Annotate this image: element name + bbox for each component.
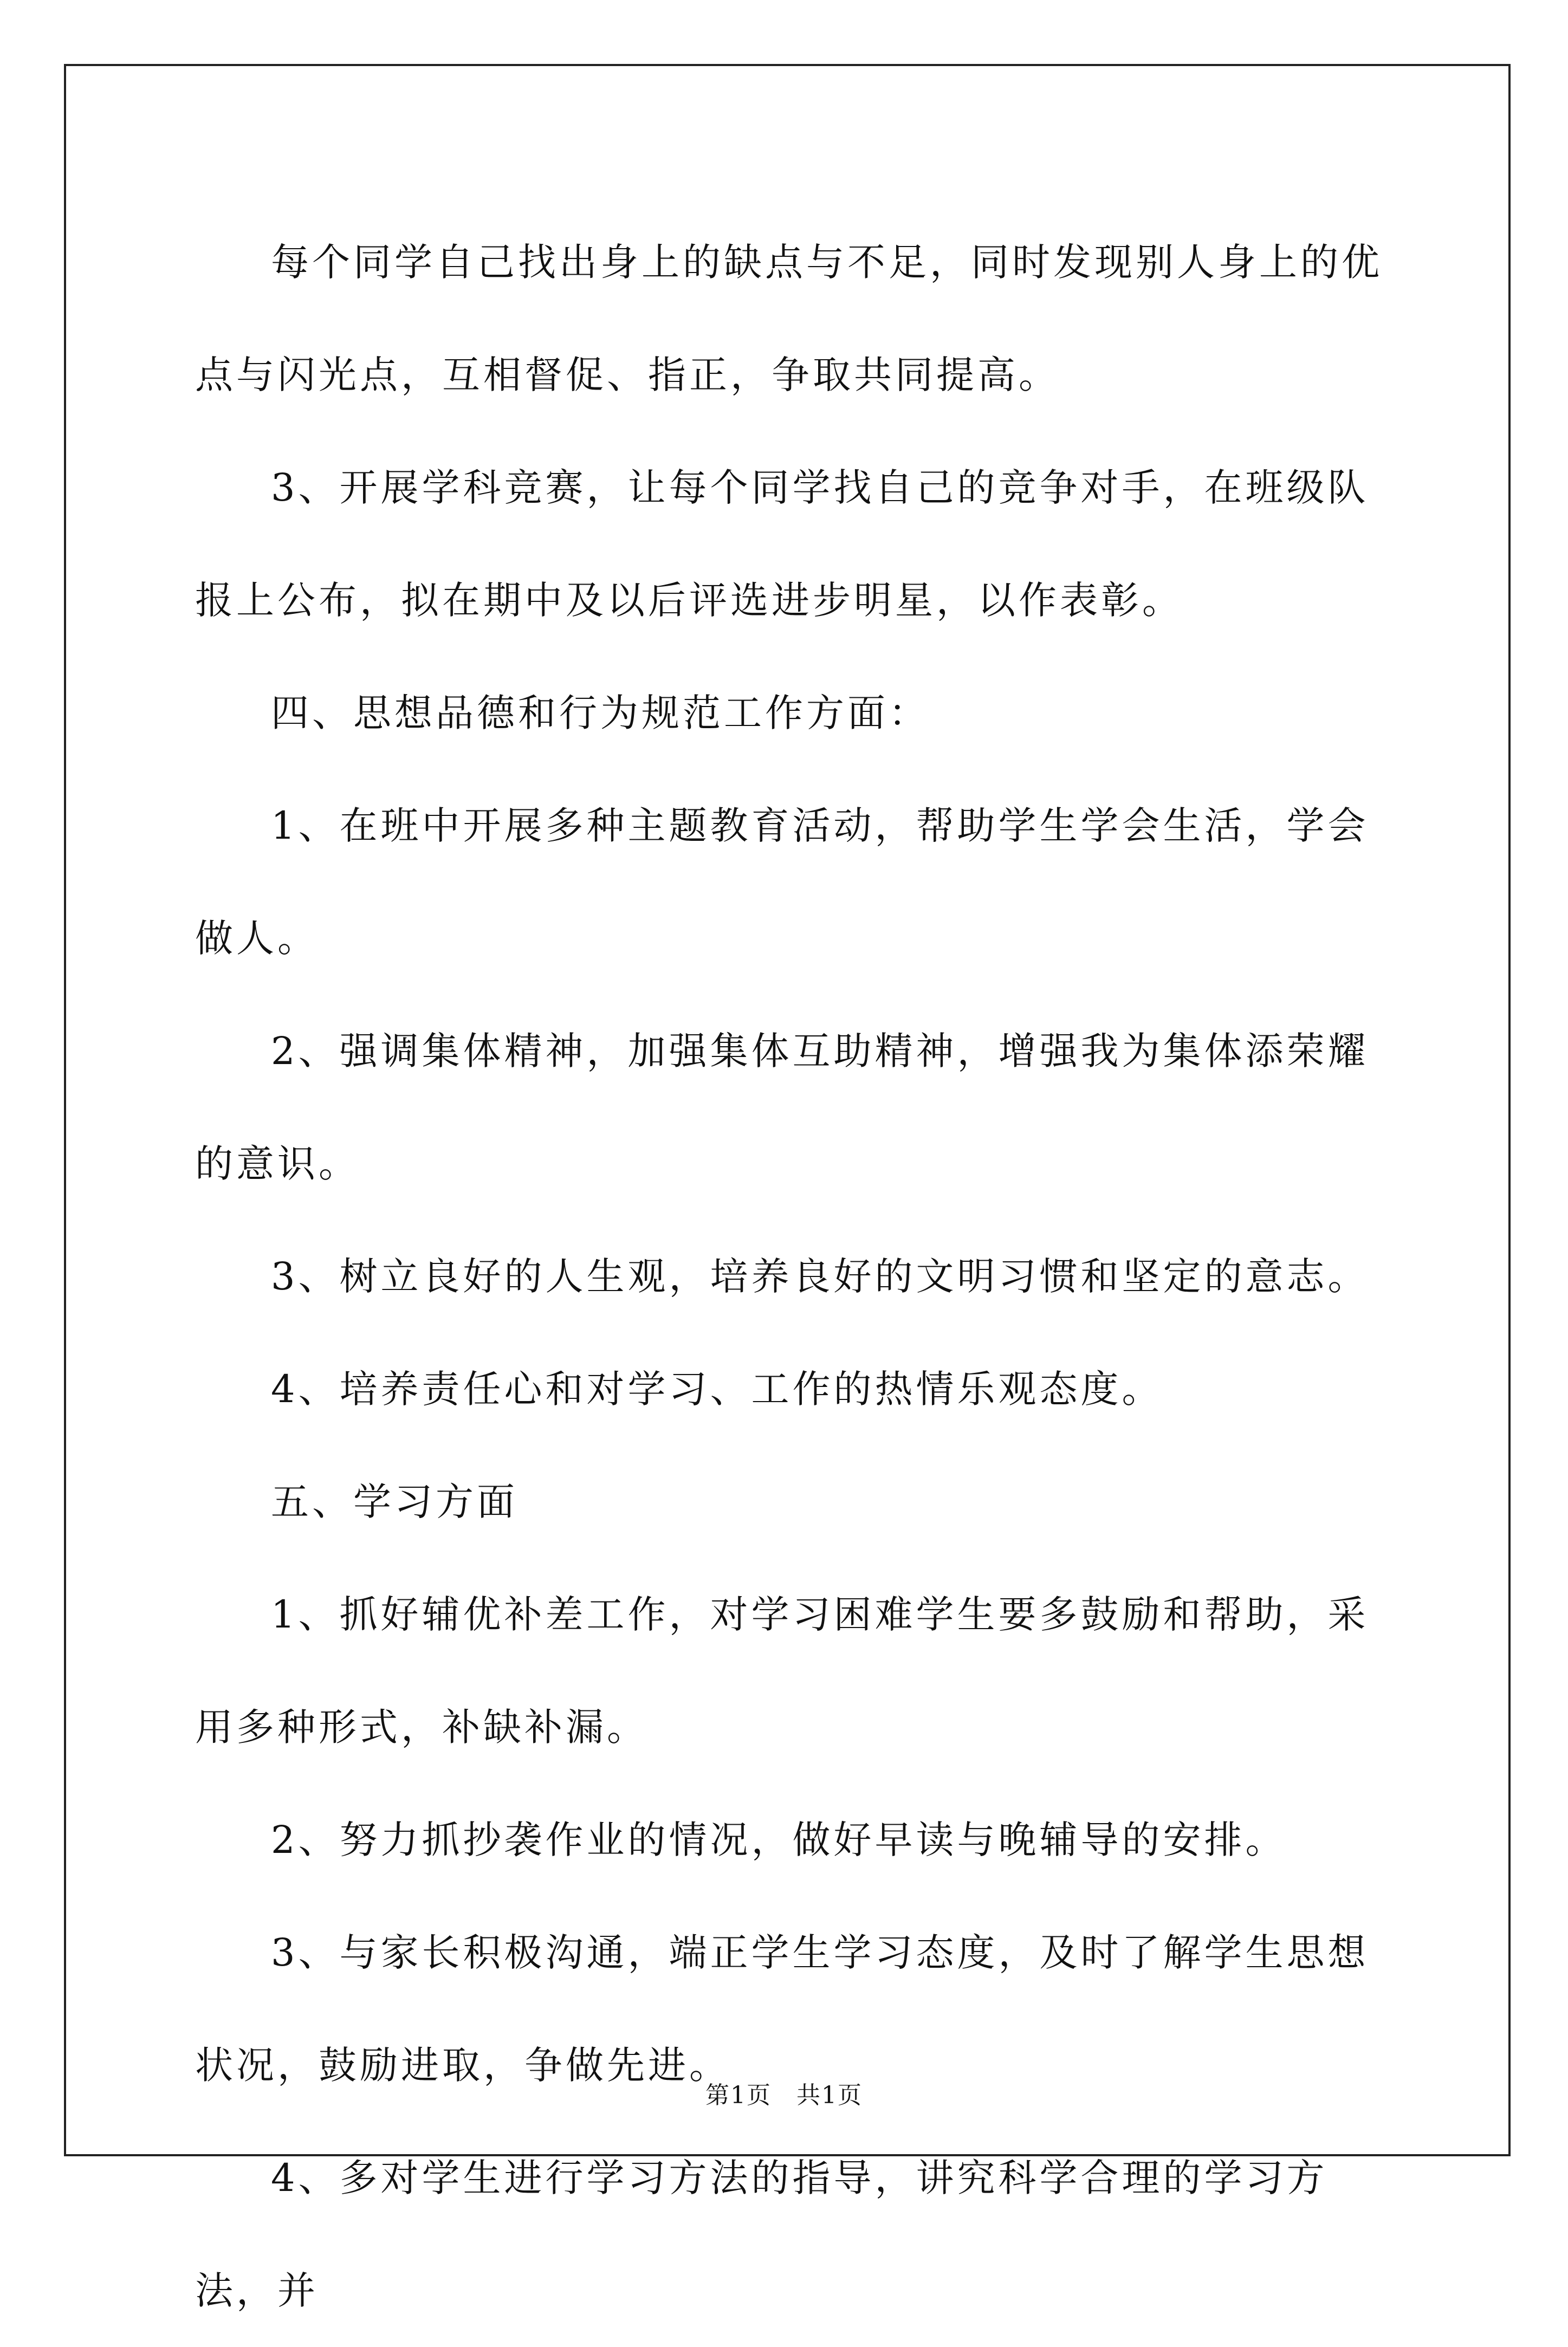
- section-heading-5: 五、学习方面: [271, 1480, 518, 1524]
- page-footer: 第1页 共1页: [705, 2082, 863, 2109]
- section-heading-4: 四、思想品德和行为规范工作方面：: [271, 691, 930, 735]
- paragraph-6: 4、培养责任心和对学习、工作的热情乐观态度。: [271, 1367, 1163, 1411]
- document-body: [195, 206, 1387, 2347]
- paragraph-3: 1、在班中开展多种主题教育活动，帮助学生学会生活，学会做人。: [195, 803, 1369, 961]
- paragraph-4: 2、强调集体精神，加强集体互助精神，增强我为集体添荣耀的意识。: [195, 1029, 1369, 1186]
- paragraph-10: 4、多对学生进行学习方法的指导，讲究科学合理的学习方法，并: [195, 2156, 1328, 2313]
- paragraph-5: 3、树立良好的人生观，培养良好的文明习惯和坚定的意志。: [271, 1254, 1369, 1299]
- paragraph-9: 3、与家长积极沟通，端正学生学习态度，及时了解学生思想状况，鼓励进取，争做先进。: [195, 1930, 1369, 2087]
- paragraph-8: 2、努力抓抄袭作业的情况，做好早读与晚辅导的安排。: [271, 1818, 1287, 1862]
- paragraph-2: 3、开展学科竞赛，让每个同学找自己的竞争对手，在班级队报上公布，拟在期中及以后评选进步明星，以作表彰。: [195, 465, 1369, 623]
- paragraph-7: 1、抓好辅优补差工作，对学习困难学生要多鼓励和帮助，采用多种形式，补缺补漏。: [195, 1592, 1369, 1749]
- paragraph-1: 每个同学自己找出身上的缺点与不足，同时发现别人身上的优点与闪光点，互相督促、指正，争取共同提高。: [195, 240, 1383, 397]
